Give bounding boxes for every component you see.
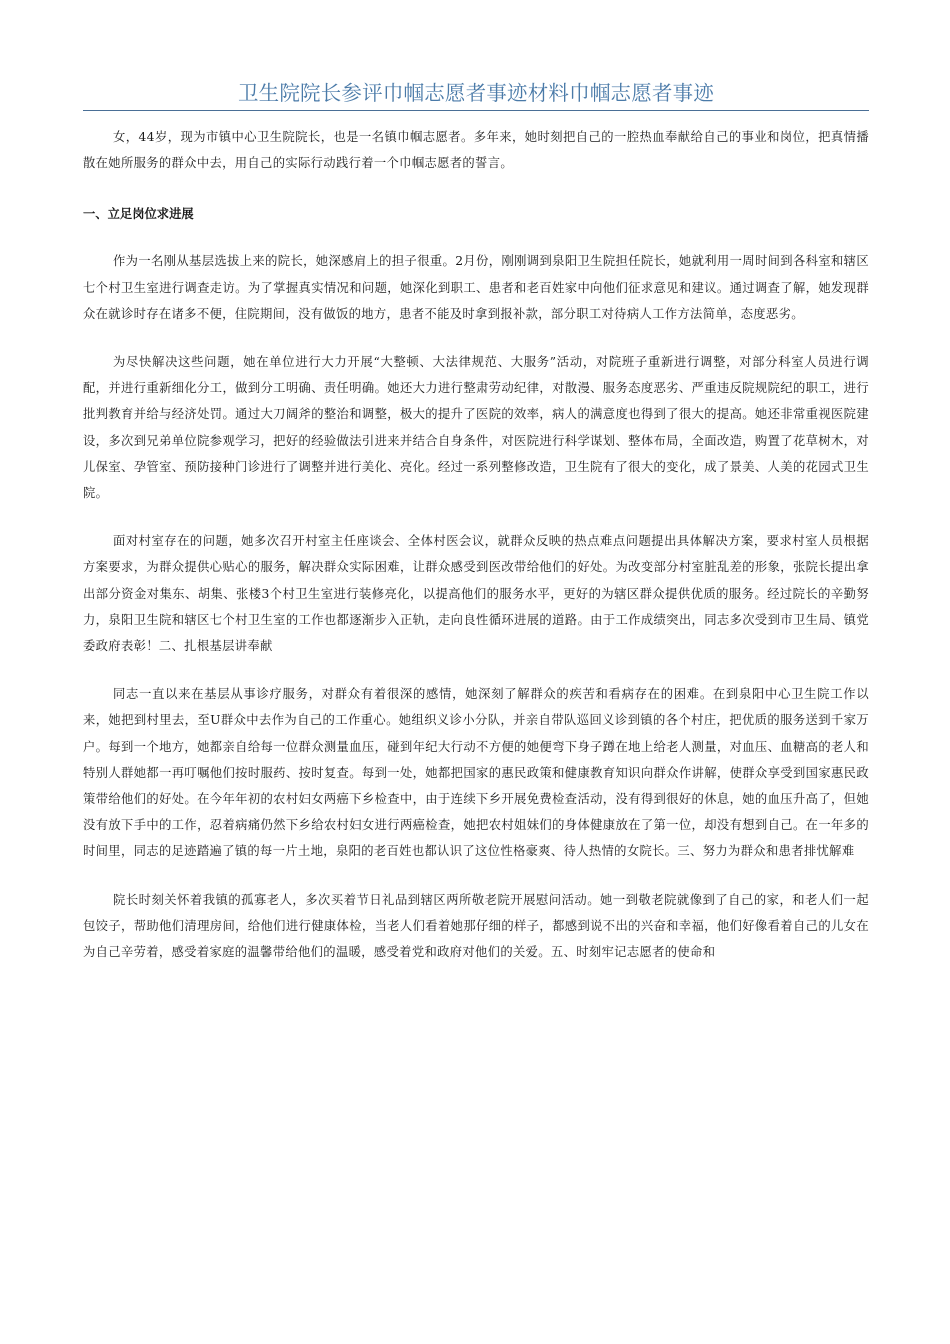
document-page <box>83 78 869 965</box>
section-heading-1: 一、立足岗位求进展 <box>83 207 194 222</box>
intro-paragraph: 女，44岁，现为市镇中心卫生院院长，也是一名镇巾帼志愿者。多年来，她时刻把自己的一腔热血奉献给自己的事业和岗位，把真情播散在她所服务的群众中去，用自己的实际行动践行着一个巾帼志愿者的誓言。 <box>83 130 869 171</box>
document-title: 卫生院院长参评巾帼志愿者事迹材料巾帼志愿者事迹 <box>83 78 869 111</box>
body-paragraph-4: 同志一直以来在基层从事诊疗服务，对群众有着很深的感情，她深刻了解群众的疾苦和看病存在的困难。在到泉阳中心卫生院工作以来，她把到村里去，至U群众中去作为自己的工作重心。她组织义诊小分队，并亲自带队巡回义诊到镇的各个村庄，把优质的服务送到千家万户。每到一个地方，她都亲自给每一位群众测量血压，碰到年纪大行动不方便的她便弯下身子蹲在地上给老人测量，对血压、血糖高的老人和特别人群她都一再叮嘱他们按时服药、按时复查。每到一处，她都把国家的惠民政策和健康教育知识向群众作讲解，使群众享受到国家惠民政策带给他们的好处。在今年年初的农村妇女两癌下乡检查中，由于连续下乡开展免费检查活动，没有得到很好的休息，她的血压升高了，但她没有放下手中的工作，忍着病痛仍然下乡给农村妇女进行两癌检查，她把农村姐妹们的身体健康放在了第一位，却没有想到自己。在一年多的时间里，同志的足迹踏遍了镇的每一片土地，泉阳的老百姓也都认识了这位性格豪爽、待人热情的女院长。三、努力为群众和患者排忧解难 <box>83 687 869 859</box>
body-paragraph-2: 为尽快解决这些问题，她在单位进行大力开展“大整顿、大法律规范、大服务”活动，对院班子重新进行调整，对部分科室人员进行调配，并进行重新细化分工，做到分工明确、责任明确。她还大力进行整肃劳动纪律，对散漫、服务态度恶劣、严重违反院规院纪的职工，进行批判教育并给与经济处罚。通过大刀阔斧的整治和调整，极大的提升了医院的效率，病人的满意度也得到了很大的提高。她还非常重视医院建设，多次到兄弟单位院参观学习，把好的经验做法引进来并结合自身条件，对医院进行科学谋划、整体布局，全面改造，购置了花草树木，对儿保室、孕管室、预防接种门诊进行了调整并进行美化、亮化。经过一系列整修改造，卫生院有了很大的变化，成了景美、人美的花园式卫生院。 <box>83 355 869 501</box>
body-paragraph-1: 作为一名刚从基层选拔上来的院长，她深感肩上的担子很重。2月份，刚刚调到泉阳卫生院担任院长，她就利用一周时间到各科室和辖区七个村卫生室进行调查走访。为了掌握真实情况和问题，她深化到职工、患者和老百姓家中向他们征求意见和建议。通过调查了解，她发现群众在就诊时存在诸多不便，住院期间，没有做饭的地方，患者不能及时拿到报补款，部分职工对待病人工作方法简单，态度恶劣。 <box>83 254 869 321</box>
body-paragraph-5: 院长时刻关怀着我镇的孤寡老人，多次买着节日礼品到辖区两所敬老院开展慰问活动。她一到敬老院就像到了自己的家，和老人们一起包饺子，帮助他们清理房间，给他们进行健康体检，当老人们看着她那仔细的样子，都感到说不出的兴奋和幸福，他们好像看着自己的儿女在为自己辛劳着，感受着家庭的温馨带给他们的温暖，感受着党和政府对他们的关爱。五、时刻牢记志愿者的使命和 <box>83 892 869 960</box>
body-paragraph-3: 面对村室存在的问题，她多次召开村室主任座谈会、全体村医会议，就群众反映的热点难点问题提出具体解决方案，要求村室人员根据方案要求，为群众提供心贴心的服务，解决群众实际困难，让群众感受到医改带给他们的好处。为改变部分村室脏乱差的形象，张院长提出拿出部分资金对集东、胡集、张楼3个村卫生室进行装修亮化，以提高他们的服务水平，更好的为辖区群众提供优质的服务。经过院长的辛勤努力，泉阳卫生院和辖区七个村卫生室的工作也都逐渐步入正轨，走向良性循环进展的道路。由于工作成绩突出，同志多次受到市卫生局、镇党委政府表彰！二、扎根基层讲奉献 <box>83 534 869 654</box>
